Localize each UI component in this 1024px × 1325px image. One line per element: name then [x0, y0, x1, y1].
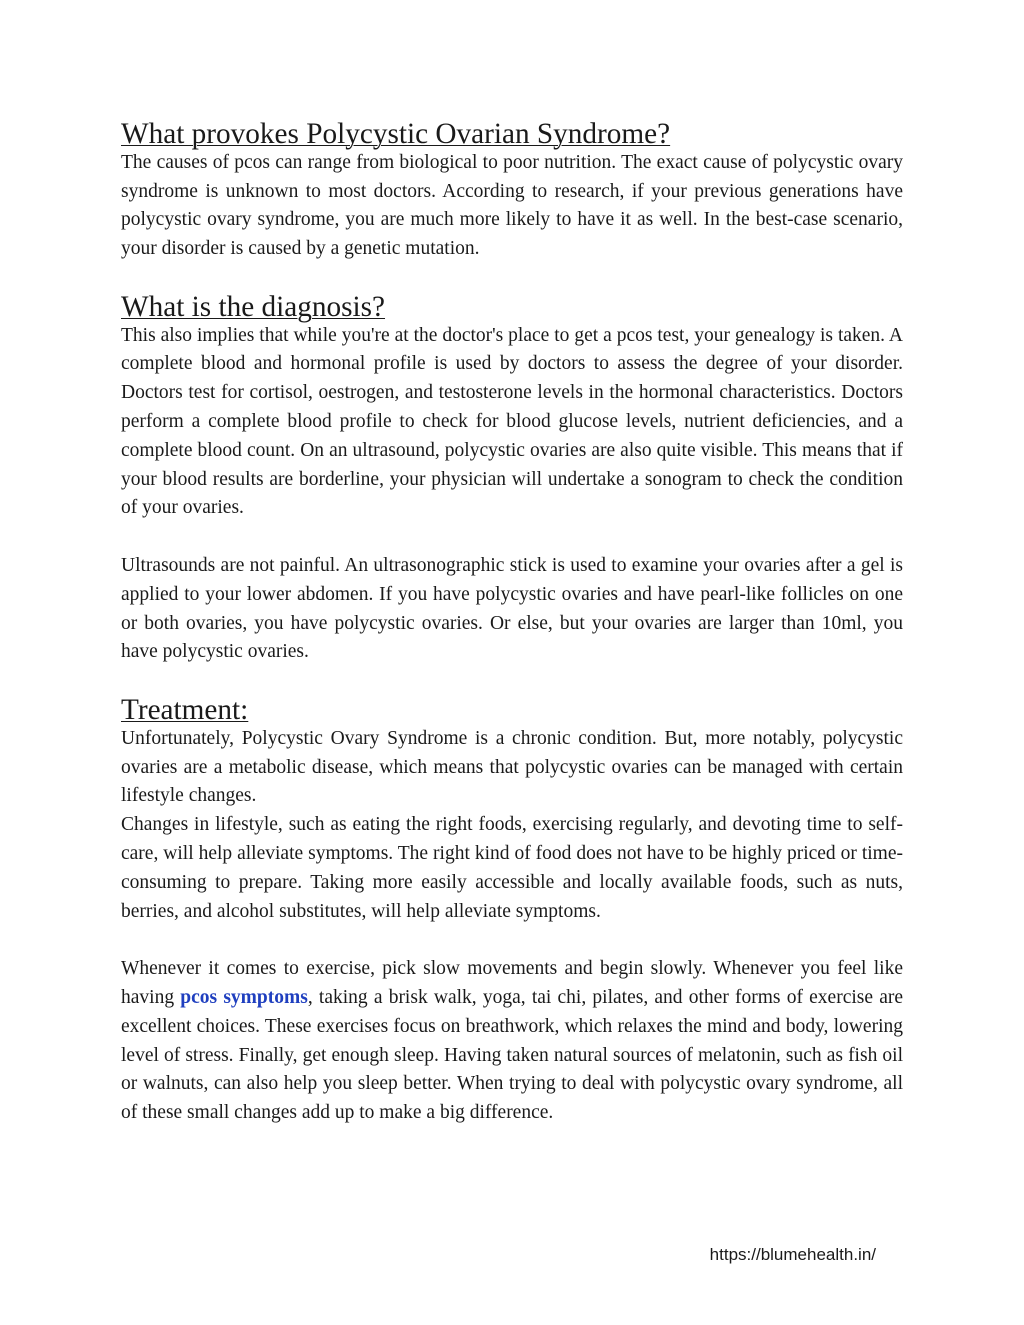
paragraph-treatment-lifestyle: Changes in lifestyle, such as eating the right foods, exercising regularly, and devoting time to self-care, will help alleviate symptoms. The right kind of food does not have to be highly priced or time-consuming to prepare. Taking more easily accessible and locally available foods, such as nuts, berries, and alcohol substitutes, will help alleviate symptoms.	[121, 814, 903, 922]
paragraph-ultrasound: Ultrasounds are not painful. An ultrasonographic stick is used to examine your ovaries after a gel is applied to your lower abdomen. If you have polycystic ovaries and have pearl-like follicles on one or both ovaries, you have polycystic ovaries. Or else, but your ovaries are larger than 10ml, you have polycystic ovaries.	[121, 554, 903, 663]
exercise-text-after-link: , taking a brisk walk, yoga, tai chi, pilates, and other forms of exercise are excellent choices. These exercises focus on breathwork, which relaxes the mind and body, lowering level of stress. Finally, get enough sleep. Having taken natural sources of melatonin, such as fish oil or walnuts, can also help you sleep better. When trying to deal with polycystic ovary syndrome, all of these small changes add up to make a big difference.	[121, 986, 904, 1124]
paragraph-spacer	[121, 523, 903, 552]
pcos-symptoms-link[interactable]: pcos symptoms	[180, 986, 308, 1008]
paragraph-causes: The causes of pcos can range from biological to poor nutrition. The exact cause of polycystic ovary syndrome is unknown to most doctors. According to research, if your previous generations have polycystic ovary syndrome, you are much more likely to have it as well. In the best-case scenario, your disorder is caused by a genetic mutation.	[121, 151, 903, 260]
paragraph-treatment-chronic: Unfortunately, Polycystic Ovary Syndrome is a chronic condition. But, more notably, polycystic ovaries are a metabolic disease, which means that polycystic ovaries can be managed with certain lifestyle changes.	[121, 727, 903, 807]
heading-treatment: Treatment:	[121, 693, 249, 726]
exercise-text-before-link: Whenever it comes to exercise, pick slow movements and begin slowly. Whenever you feel like having	[121, 958, 903, 1008]
paragraph-diagnosis: This also implies that while you're at the doctor's place to get a pcos test, your genealogy is taken. A complete blood and hormonal profile is used by doctors to assess the degree of your disorder. Doctors test for cortisol, oestrogen, and testosterone levels in the hormonal characteristics. Doctors perform a complete blood profile to check for blood glucose levels, nutrient deficiencies, and a complete blood count. On an ultrasound, polycystic ovaries are also quite visible. This means that if your blood results are borderline, your physician will undertake a sonogram to check the condition of your ovaries.	[121, 324, 903, 519]
paragraph-spacer	[121, 667, 903, 696]
paragraph-spacer	[121, 264, 903, 293]
footer-url: https://blumehealth.in/	[709, 1245, 876, 1264]
heading-diagnosis: What is the diagnosis?	[121, 290, 386, 323]
document-body	[121, 120, 903, 1128]
paragraph-exercise	[121, 955, 903, 1128]
heading-causes: What provokes Polycystic Ovarian Syndrome?	[121, 118, 671, 150]
paragraph-spacer	[121, 926, 903, 955]
